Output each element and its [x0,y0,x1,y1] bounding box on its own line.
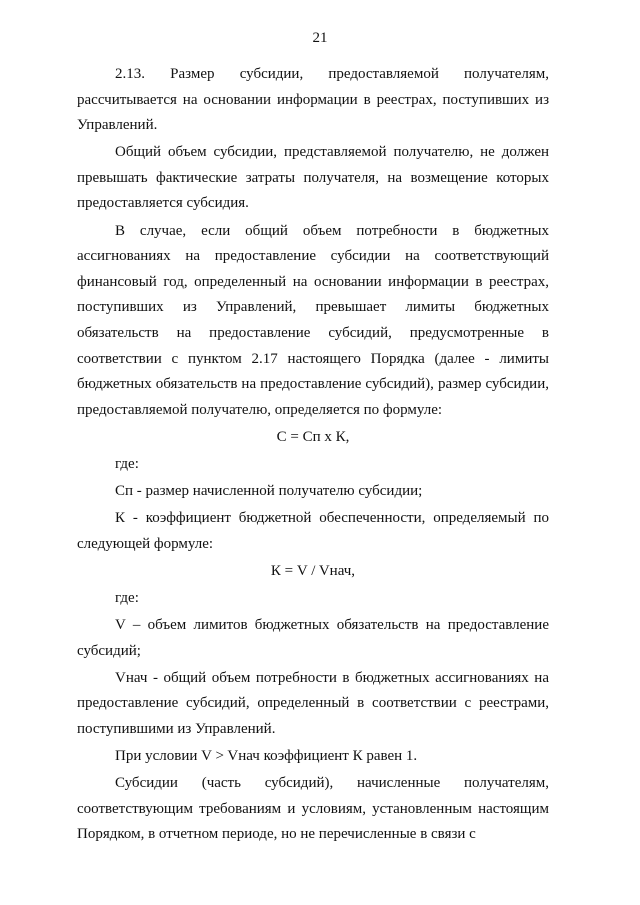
where-label-1: где: [115,455,139,472]
paragraph-subsidies-unpaid: Субсидии (часть субсидий), начисленные получателям, соответствующим требованиям и условиям, установленным настоящим Порядком, в отчетном периоде, но не перечисленные в связи с [77,775,549,843]
formula-subsidy: С = Сп х К, [276,428,350,445]
definition-vnach: Vнач - общий объем потребности в бюджетных ассигнованиях на предоставление субсидий, определенный в соответствии с реестрами, поступившими из Управлений. [77,669,549,737]
page-number: 21 [312,30,328,46]
paragraph-subsidy-limit: Общий объем субсидии, представляемой получателю, не должен превышать фактические затраты получателя, на возмещение которых предоставляется субсидия. [77,144,549,212]
document-body [77,62,549,849]
where-label-2: где: [115,589,139,606]
definition-v: V – объем лимитов бюджетных обязательств на предоставление субсидий; [77,616,549,659]
formula-coefficient: К = V / Vнач, [270,562,356,579]
paragraph-2-13: 2.13. Размер субсидии, предоставляемой получателям, рассчитывается на основании информации в реестрах, поступивших из Управлений. [77,66,549,134]
condition-k-equals-1: При условии V > Vнач коэффициент К равен 1. [115,747,418,764]
definition-sp: Сп - размер начисленной получателю субсидии; [115,483,423,499]
definition-k: К - коэффициент бюджетной обеспеченности, определяемый по следующей формуле: [77,510,549,552]
paragraph-budget-case: В случае, если общий объем потребности в бюджетных ассигнованиях на предоставление субсидии на соответствующий финансовый год, определенный на основании информации в реестрах, поступивших из Управлений, превышает лимиты бюджетных обязательств на предоставление субсидий, предусмотренные в соответствии с пунктом 2.17 настоящего Порядка (далее - лимиты бюджетных обязательств на предоставление субсидий), размер субсидии, предоставляемой получателю, определяется по формуле: [77,222,549,418]
